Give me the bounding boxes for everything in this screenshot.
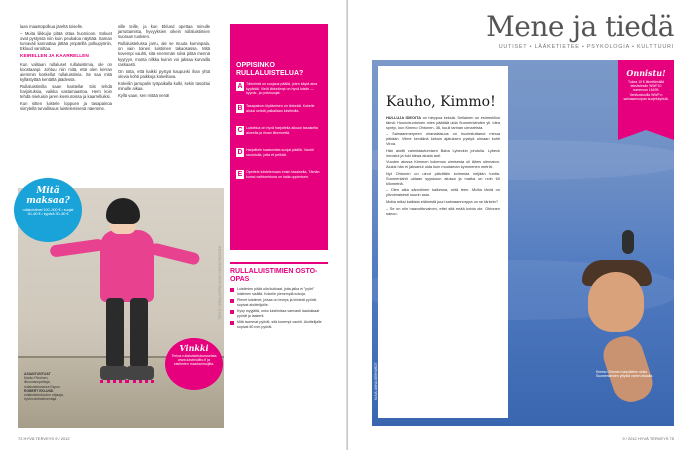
guide-item xyxy=(230,298,328,307)
story-body xyxy=(386,116,500,216)
sidebar-title: OPPISINKO RULLALUISTELUA? xyxy=(236,62,304,77)
subheading: KEIRELLEN JA KAARRELLEN xyxy=(20,54,89,60)
tip-letter: D xyxy=(237,149,243,156)
page-folio-left: 72 HYVÄ TERVEYS 9 / 2012 xyxy=(18,436,70,441)
tip-bubble-title: Vinkki xyxy=(179,343,209,353)
paragraph: Rullaluistelussa jarru, ale se muuta kuminpala, on vain toinen luistimen takaosassa. Mitä kovempi vauhti, sitä enemmän siinä pitää mennä kyyryyn, monta nilkka kuinin voi jaksaa kurvailla raskaasti. xyxy=(118,41,210,67)
caption-text: Marko Piiroinen, liikunnanopettaja, rullaluisteluseura Espoo xyxy=(24,376,60,389)
donation-ribbon xyxy=(618,60,674,130)
tip-text: Harjoittele kaatumista suojat päällä. Vauhti sauhdulla, jotta et pelkää. xyxy=(246,148,314,157)
caption-label: ASIANTUNTIJAT xyxy=(24,372,51,376)
price-bubble-title: Mitä maksaa? xyxy=(26,186,70,206)
sidebar-header-block xyxy=(230,24,328,56)
paragraph xyxy=(386,116,500,130)
section-masthead xyxy=(374,10,674,50)
tip-text: Tärkeintä on suojaus päällä, joten käytä aina kypärää. Vielä tärkeämpi on hyvä luistin — kyynär- ja polvisuojat. xyxy=(246,82,318,95)
paragraph: laan maastopolkua järeltä toiselle. xyxy=(20,24,84,29)
photo-credit: TEKSTI: LEENA KOPRA KUVAT: MARJA PASANEN xyxy=(218,245,222,320)
photo-credit: KUVA: ANNA GERHARDT xyxy=(374,362,378,400)
checkbox-icon xyxy=(230,288,234,292)
section-subtitle: UUTISET • LÄÄKETIETEE • PSYKOLOGIA • KULTTUURI xyxy=(498,44,674,50)
paragraph: On totta, että kaikki pystyä kaupunki ihan yhtä olevia kohti paikkoja kokeiltava. xyxy=(118,68,210,79)
tip-text: Tasapainon löytäminen on tärkeää. Kokeile aluksi seistä paikallaan luistimilla. xyxy=(246,104,315,113)
tip-letter: C xyxy=(237,127,243,134)
tip-text: Luistelua on hyvä harjoitella alkuun tasaisella alueella ja ilman liikennettä. xyxy=(246,126,318,135)
guide-item-text: Kysy myyjältä, onko luistimissa varmasti laadukkaat pyörät ja laakerit. xyxy=(237,309,320,318)
paragraph: Kokeilin jarrupalin työpaikalla kulki, sekin tasoittui minulle aikaa. xyxy=(118,80,210,92)
guide-item-text: Luistimien pitää olla tiukkaat, jotta jalka ei "pyöri" luistimen sisällä. Kokeile pienempiä kokoja. xyxy=(237,287,315,296)
paragraph: sille teille, ja kun Eklund opettaa minulle jarruttamista, hyvyyksien oikein rullaluistimien suoraan tuoksen. xyxy=(118,24,210,40)
price-bubble-text: rullaluistimet 100–300 € • suojat 30–60 € • kypärä 30–80 € xyxy=(22,208,74,217)
story-headline: Kauho, Kimmo! xyxy=(386,94,496,110)
guide-title: RULLALUISTIMIEN OSTO-OPAS xyxy=(230,262,328,284)
tip-letter: E xyxy=(237,171,243,178)
paragraph-text: on hieppoa keksiä. Sellainen on esimerkiksi tämä: Huonokuntoinen mies päättää uida Suomenlahden yli. Idea syntyi, kun Kimmo Ohtonen, 36, kuuli tarinan uimareista. xyxy=(386,115,501,130)
left-column-2 xyxy=(118,24,210,100)
checkbox-icon xyxy=(230,310,234,314)
caption-text: rullaluistelukoulun ohjaaja, hyvinvointivalmentaja xyxy=(24,393,64,402)
ribbon-tail xyxy=(618,130,674,140)
ribbon-title: Onnistu! xyxy=(626,68,666,78)
tip-letter: A xyxy=(237,83,243,90)
checkbox-icon xyxy=(230,299,234,303)
paragraph: Rullaluistimilla saan haistella! Siis tehdä harjoituksia, vaikka vastamaastoa. Hern koin tehdä mieluisin jaren kiemuroissa ja kaarrelluiksi. xyxy=(20,83,112,100)
distant-swimmer xyxy=(622,230,634,254)
paragraph: – Muita liikkujia pitää ottaa huomioon. Sokuet ovat pystyssä niin kuin peukaloa näyttää. Saman turvaväli kannattaa jättää ympärillä polkupyöriin, Ekluud varoittaa. xyxy=(20,31,112,52)
tip-item xyxy=(236,82,322,100)
paragraph: Mutta miksi kaikista eläimistä juuri saimaannorppa on se tärkein? xyxy=(386,198,499,204)
guide-item-text: Pienet luistimet, joissa on leveys ja kiinteät pyörät, sopivat aloittelijoille. xyxy=(237,298,317,307)
paragraph: Vuoden alussa Kimmon kokemus uimisesta oli lähes olematon. Aluksi hän ei jaksanut uida kuin muutaman kymmenen metriä. xyxy=(386,159,500,170)
paragraph: – Olen aika sännöinen kaikessa, mitä teen. Mutta tämä on ylivoimaisesti suurin asia. xyxy=(386,187,500,198)
guide-item xyxy=(230,309,328,318)
ribbon-text: Tukea 10 € lähettämällä tekstiviestin WWF10 numeroon 16499. Verkkosivuilla WWF:n saimaannorpan suojelutyöstä. xyxy=(623,80,669,101)
paragraph: – Sainaanmerpeen uhanalaisuus on huolestuttanut minua pitkään. Viime keväänä keksin ajatuksen pystyä uimaan kohti Viroa. xyxy=(386,131,500,146)
left-column-1 xyxy=(20,24,112,113)
guide-item-text: Mitä isommat pyörät, sitä kovempi vauhti. Aloittelijalle sopivat 80 mm pyörät. xyxy=(237,320,322,329)
guide-item xyxy=(230,320,328,329)
price-bubble xyxy=(14,178,82,242)
right-page xyxy=(348,0,696,450)
photo-caption: Kimmo Ohtonen harjoittelee uintia Suomenlahden ylitystä varten altaalla. xyxy=(596,370,654,379)
tip-item xyxy=(236,126,322,144)
tip-item xyxy=(236,104,322,122)
tip-letter: B xyxy=(237,105,243,112)
paragraph: Kyllä vaan, sen mitää nenä! xyxy=(118,93,170,99)
paragraph: Nyt Ohtonen on uinut päivittäin kolmesta neljään tuntia. Suomenlahti uidaan syyskuun alussa ja matka on noin 60 kilometriä. xyxy=(386,170,500,186)
caption-label: ROBERT EKLUND xyxy=(24,388,54,393)
section-title: Mene ja tiedä xyxy=(486,10,674,43)
tip-text: Opettele luistelemaan ensin tasaisella, Tämän kurssi vaihtoehtona on halla oppimisen. xyxy=(246,170,320,179)
guide-item xyxy=(230,287,328,296)
buying-guide xyxy=(230,262,328,432)
paragraph: – Se on niin haavoittuvainen, ettei sitä enää kohta ole. Ohtonen sanoo. xyxy=(386,205,500,216)
tip-item xyxy=(236,170,322,188)
paragraph: Kun sitten luistele loppuen ja tasapainoa siirrytellä turvallisuus luistelemisenä näemme. xyxy=(20,101,112,112)
paragraph: Hän aloitti valmistautumisen Baba Lybeckin johdolla. Lybeck innostui ja tuki ideaa alusta asti. xyxy=(386,147,500,158)
tip-bubble xyxy=(165,338,223,390)
paragraph: Kun valitaan rullaluset rullaluistimia, ole on koostaanpi. Johtuu niin mitä, että olen kerran aiemmin koskellut rullaluistimia. Se saa mitä kyllästyttää kentältä jäädessä. xyxy=(20,61,112,82)
page-folio-right: 9 / 2012 HYVÄ TERVEYS 75 xyxy=(622,436,674,441)
tip-item xyxy=(236,148,322,166)
story-lead: HULLUJA IDEOITA xyxy=(386,115,422,120)
tip-bubble-text: Tietoa rullaluistelukursseista www.luistelulitto.fi ja luistimien maahantuojilta. xyxy=(171,354,217,367)
experts-caption xyxy=(24,372,68,401)
tips-sidebar xyxy=(230,56,328,250)
checkbox-icon xyxy=(230,321,234,325)
story-box xyxy=(378,66,508,418)
